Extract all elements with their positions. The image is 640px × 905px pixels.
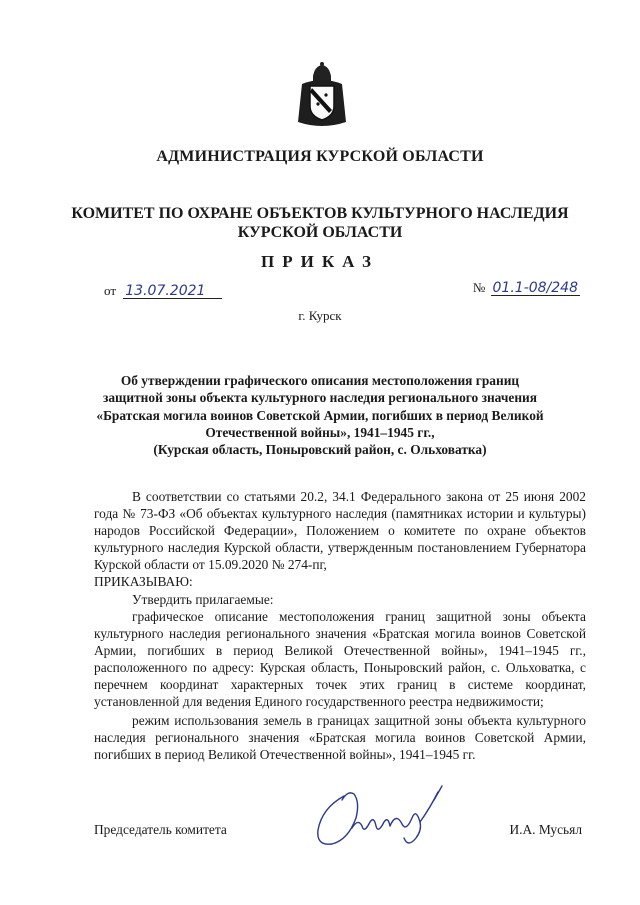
signatory-name: И.А. Мусьял [509, 822, 582, 837]
order-title-line: защитной зоны объекта культурного наследия регионального значения [102, 390, 538, 406]
order-title-line: (Курская область, Поныровский район, с. Ольховатка) [153, 442, 487, 458]
approve-paragraph: Утвердить прилагаемые: [132, 591, 274, 607]
order-body [94, 488, 586, 764]
kursk-coat-of-arms-icon [296, 62, 348, 130]
order-date-value: 13.07.2021 [123, 284, 222, 299]
city: г. Курск [298, 308, 342, 323]
committee-heading [0, 204, 640, 242]
signatory-position: Председатель комитета [94, 822, 227, 837]
order-title-line: Отечественной войны», 1941–1945 гг., [205, 424, 435, 440]
order-title-line: «Братская могила воинов Советской Армии, погибших в период Великой [96, 407, 544, 423]
handwritten-signature-icon [304, 778, 454, 860]
order-date-prefix: от [104, 283, 117, 298]
order-number-prefix: № [472, 280, 486, 295]
document-type-heading: ПРИКАЗ [261, 252, 379, 271]
order-number-value: 01.1-08/248 [492, 280, 578, 296]
order-number [473, 280, 580, 296]
committee-heading-line1: КОМИТЕТ ПО ОХРАНЕ ОБЪЕКТОВ КУЛЬТУРНОГО НАСЛЕДИЯ [71, 205, 569, 222]
order-title-line: Об утверждении графического описания местоположения границ [120, 373, 520, 388]
committee-heading-line2: КУРСКОЙ ОБЛАСТИ [237, 224, 403, 241]
order-word: ПРИКАЗЫВАЮ: [94, 574, 193, 590]
approved-item-2: режим использования земель в границах защитной зоны объекта культурного наследия регионального значения «Братская могила воинов Советской Армии, погибших в период Великой Отечественной войны», 1941–1945 гг. [94, 713, 586, 763]
order-title [80, 372, 560, 458]
administration-heading: АДМИНИСТРАЦИЯ КУРСКОЙ ОБЛАСТИ [156, 148, 484, 165]
preamble-paragraph: В соответствии со статьями 20.2, 34.1 Федерального закона от 25 июня 2002 года № 73-ФЗ «Об объектах культурного наследия (памятниках истории и культуры) народов Российской Федерации», Положением о комитете по охране объектов культурного наследия Курской области, утвержденным постановлением Губернатора Курской области от 15.09.2020 № 274-пг, [94, 489, 586, 573]
order-date [104, 283, 222, 299]
approved-item-1: графическое описание местоположения границ защитной зоны объекта культурного наследия регионального значения «Братская могила воинов Советской Армии, погибших в период Великой Отечественной войны», 1941–1945 гг., расположенного по адресу: Курская область, Поныровский район, с. Ольховатка, с перечнем координат характерных точек этих границ в системе координат, установленной для ведения Единого государственного реестра недвижимости; [94, 608, 586, 710]
